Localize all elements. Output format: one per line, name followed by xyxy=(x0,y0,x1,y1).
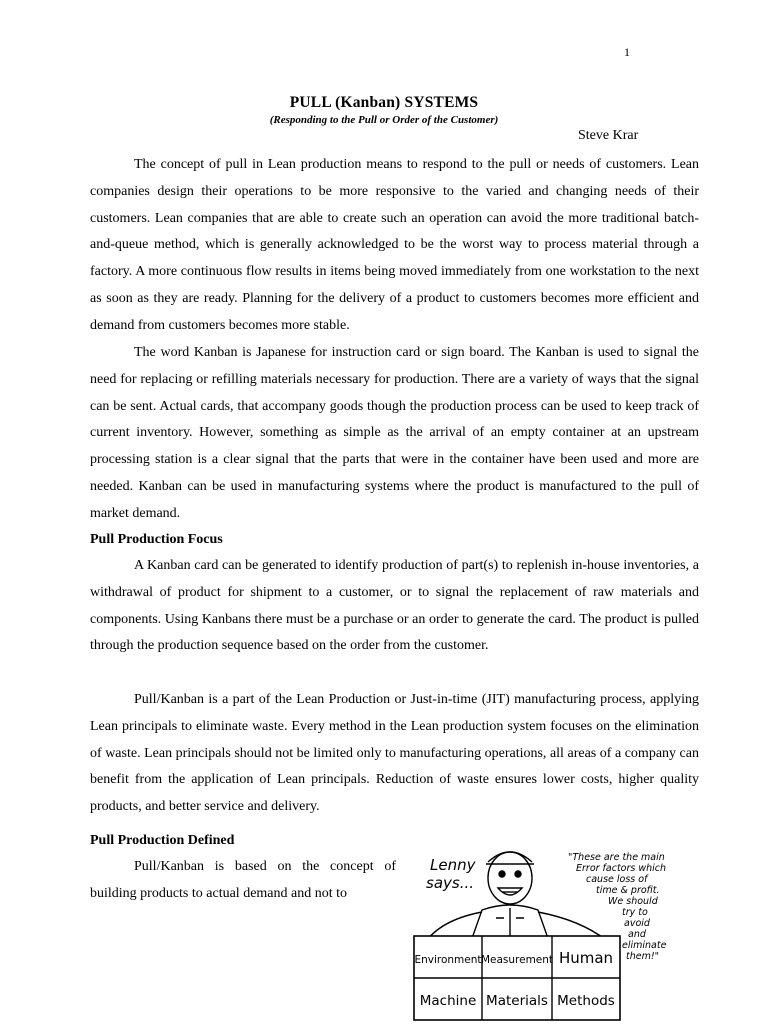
cartoon-name-line1: Lenny xyxy=(430,856,476,874)
lenny-cartoon xyxy=(410,848,710,1024)
speech-line: eliminate xyxy=(622,940,667,951)
board-cell-materials: Materials xyxy=(486,993,548,1009)
speech-line: "These are the main xyxy=(568,852,665,863)
body-paragraph xyxy=(90,687,699,821)
speech-line: time & profit. xyxy=(596,885,660,896)
body-paragraph xyxy=(90,152,699,340)
section-heading-text: Pull Production Focus xyxy=(90,532,223,547)
paragraph-text: The concept of pull in Lean production means to respond to the pull or needs of customers. Lean companies design their operations to be more responsive to the varied and changing needs of their customers. Lean companies that are able to create such an operation can avoid the more traditional batch-and-queue method, which is generally acknowledged to be the worst way to process material through a factory. A more continuous flow results in items being moved immediately from one workstation to the next as soon as they are ready. Planning for the delivery of a product to customers becomes more efficient and demand from customers becomes more stable. xyxy=(90,157,699,333)
section-heading xyxy=(90,527,699,554)
body-paragraph xyxy=(90,854,396,908)
speech-line: and xyxy=(628,929,646,940)
lenny-cartoon-illustration xyxy=(410,848,710,1024)
document-subtitle: (Responding to the Pull or Order of the Customer) xyxy=(269,114,499,126)
section-heading-text: Pull Production Defined xyxy=(90,833,235,848)
author: Steve Krar xyxy=(578,128,639,143)
board-cell-measurement: Measurement xyxy=(480,954,554,966)
factor-board xyxy=(414,936,620,1020)
paragraph-text: The word Kanban is Japanese for instruction card or sign board. The Kanban is used to signal the need for replacing or refilling materials necessary for production. There are a variety of ways that the signal can be sent. Actual cards, that accompany goods though the production process can be used to keep track of current inventory. However, something as simple as the arrival of an empty container at an upstream processing station is a clear signal that the parts that were in the container have been used and more are needed. Kanban can be used in manufacturing systems where the product is manufactured to the pull of market demand. xyxy=(90,345,699,521)
body-paragraph xyxy=(90,553,699,660)
speech-line: them!" xyxy=(626,951,660,962)
paragraph-text: A Kanban card can be generated to identify production of part(s) to replenish in-house inventories, a withdrawal of product for shipment to a customer, or to signal the replacement of raw materials and components. Using Kanbans there must be a purchase or an order to generate the card. The product is pulled through the production sequence based on the order from the customer. xyxy=(90,558,699,654)
speech-line: We should xyxy=(608,896,658,907)
paragraph-text: Pull/Kanban is a part of the Lean Production or Just-in-time (JIT) manufacturing process, applying Lean principals to eliminate waste. Every method in the Lean production system focuses on the elimination of waste. Lean principals should not be limited only to manufacturing operations, all areas of a company can benefit from the application of Lean principals. Reduction of waste ensures lower costs, higher quality products, and better service and delivery. xyxy=(90,692,699,815)
paragraph-text: Pull/Kanban is based on the concept of building products to actual demand and not to xyxy=(90,859,396,901)
page-number: 1 xyxy=(624,45,630,59)
speech-line: avoid xyxy=(624,918,650,929)
cartoon-name-line2: says... xyxy=(426,874,475,892)
board-cell-machine: Machine xyxy=(419,993,477,1009)
body-paragraph xyxy=(90,340,699,528)
board-cell-human: Human xyxy=(558,949,614,967)
speech-line: Error factors which xyxy=(576,863,667,874)
speech-line: cause loss of xyxy=(586,874,648,885)
board-cell-environment: Environment xyxy=(414,954,482,966)
board-cell-methods: Methods xyxy=(557,993,615,1009)
document-title: PULL (Kanban) SYSTEMS xyxy=(289,94,479,111)
speech-line: try to xyxy=(622,907,648,918)
